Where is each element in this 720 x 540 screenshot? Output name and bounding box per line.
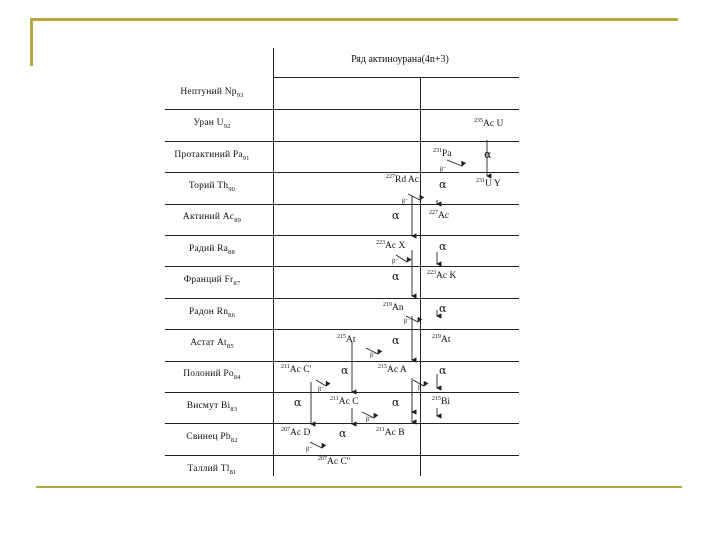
alpha-label: α: [439, 178, 447, 191]
nuclide-rd-ac: $^{227}$Rd Ac: [386, 174, 420, 185]
alpha-label: α: [439, 364, 447, 377]
alpha-label: α: [339, 427, 347, 440]
nuclide-pa: $^{231}$Pa: [433, 148, 452, 159]
alpha-label: α: [392, 209, 400, 222]
element-label: Протактиний $Pa_{91}$: [174, 149, 250, 162]
element-label: Астат $At_{85}$: [190, 337, 234, 350]
element-label: Таллий $Tl_{81}$: [187, 463, 237, 476]
beta-arrow: [447, 160, 462, 166]
nuclide-ac-x: $^{223}$Ac X: [376, 240, 406, 251]
element-label: Радий $Ra_{88}$: [189, 243, 235, 256]
nuclide-ac-u: $^{235}$Ac U: [474, 118, 504, 129]
beta-arrow: [408, 194, 420, 200]
nuclide-ac: $^{227}$Ac: [429, 210, 450, 221]
alpha-label: α: [484, 148, 492, 161]
element-label: Торий $Th_{90}$: [188, 180, 236, 193]
beta-label: β⁻: [318, 387, 325, 393]
alpha-label: α: [439, 240, 447, 253]
nuclide-ac-k: $^{223}$Ac K: [427, 270, 457, 281]
beta-label: β⁻: [306, 447, 313, 453]
beta-label: β⁻: [418, 385, 425, 391]
alpha-label: α: [392, 270, 400, 283]
alpha-label: α: [439, 302, 447, 315]
element-label: Актиний $Ac_{89}$: [182, 212, 242, 225]
nuclide-an: $^{219}$An: [383, 302, 404, 313]
nuclide-ac-c: $^{211}$Ac C: [330, 396, 359, 407]
nuclide-at-215: $^{215}$At: [337, 334, 356, 345]
nuclide-ac-b: $^{211}$Ac B: [376, 427, 405, 438]
nuclide-ac-c-double-prime: $^{207}$Ac C'': [318, 456, 351, 467]
element-label: Висмут $Bi_{83}$: [186, 400, 238, 413]
element-label: Нептуний $Np_{93}$: [180, 86, 244, 99]
beta-label: β⁻: [402, 199, 409, 205]
alpha-label: α: [392, 396, 400, 409]
nuclide-bi: $^{215}$Bi: [432, 396, 450, 407]
beta-label: β⁻: [392, 259, 399, 265]
alpha-label: α: [294, 396, 302, 409]
diagram-title: Ряд актиноурана(4n+3): [351, 54, 449, 65]
alpha-label: α: [341, 364, 349, 377]
nuclide-ac-a: $^{215}$Ac A: [378, 364, 407, 375]
nuclide-ac-c-prime: $^{211}$Ac C': [281, 364, 312, 375]
element-label: Свинец $Pb_{82}$: [186, 432, 238, 444]
beta-label: β⁻: [366, 417, 373, 423]
beta-label: β⁻: [440, 167, 447, 173]
element-label: Радон $Rn_{86}$: [188, 306, 236, 319]
nuclide-at-219: $^{219}$At: [432, 334, 451, 345]
beta-label: β⁻: [404, 319, 411, 325]
element-label: Полоний $Po_{84}$: [183, 369, 241, 382]
element-label: Франций $Fr_{87}$: [183, 275, 241, 287]
nuclide-u-y: $^{231}$U Y: [476, 178, 501, 189]
beta-label: β⁻: [370, 353, 377, 359]
nuclide-ac-d: $^{207}$Ac D: [281, 427, 311, 438]
alpha-label: α: [392, 334, 400, 347]
element-label: Уран $U_{92}$: [193, 118, 231, 130]
